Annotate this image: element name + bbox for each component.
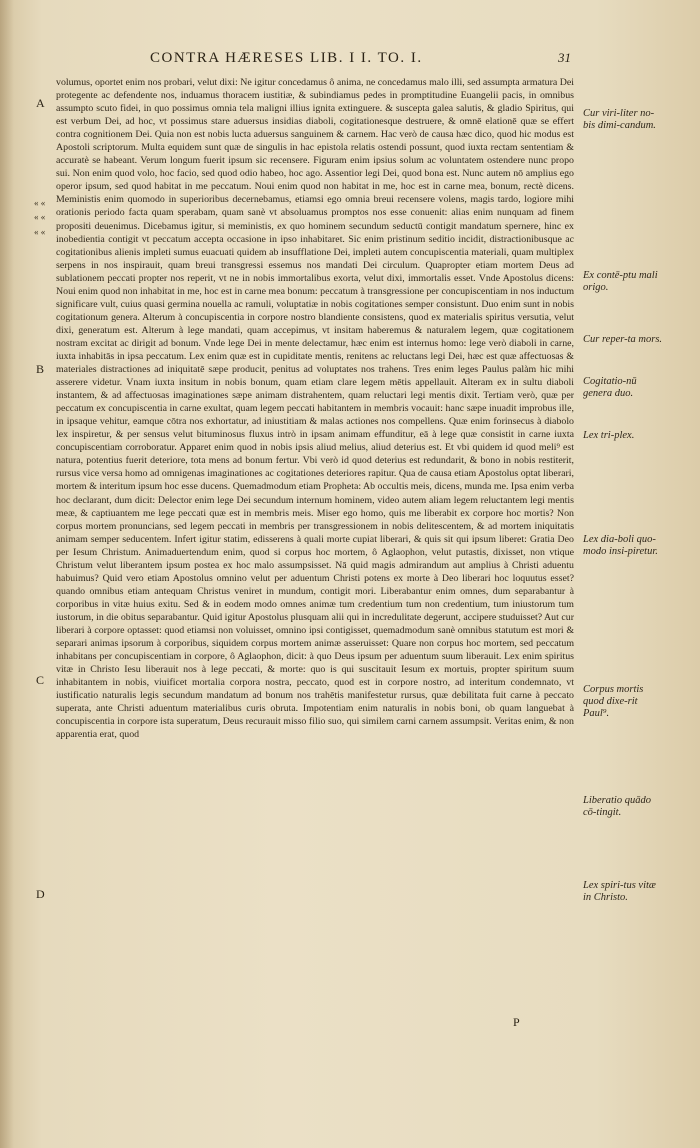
margin-note: Lex dia-boli quo-modo insi-piretur. [583, 534, 658, 557]
section-letter-a: A [36, 96, 45, 110]
margin-note: Cogitatio-nū genera duo. [583, 376, 637, 399]
page-header [0, 50, 700, 72]
margin-note: Cur viri-liter no-bis dimi-candum. [583, 108, 656, 131]
margin-note: Corpus mortis quod dixe-rit Paul⁹. [583, 684, 644, 719]
margin-note: Liberatio quādo cō-tingit. [583, 795, 651, 818]
folio-number: 31 [558, 50, 571, 65]
gutter-shadow [0, 0, 14, 1148]
running-head: CONTRA HÆRESES LIB. I I. TO. I. [150, 50, 423, 66]
quote-mark: « « [34, 212, 46, 222]
section-letter-c: C [36, 673, 45, 687]
margin-note: Cur reper-ta mors. [583, 334, 663, 345]
section-letter-d: D [36, 887, 45, 901]
margin-note: Lex tri-plex. [583, 430, 635, 441]
margin-note: Lex spiri-tus vitæ in Christo. [583, 880, 656, 903]
quote-mark: « « [34, 198, 46, 208]
margin-note: Ex contē-ptu mali origo. [583, 270, 658, 293]
main-text-column [56, 76, 574, 1066]
signature-mark: P [513, 1015, 520, 1029]
quote-mark: « « [34, 227, 46, 237]
body-paragraph: volumus, oportet enim nos probari, velut dixi: Ne igitur concedamus ô anima, ne concedamus malo illi, sed assumpta armatura Dei protegente ac defendente nos, induamus thoracem iustitiæ, & subindiamus pedes in promptitudine Euangelii pacis, in omnibus assumpto scuto fidei, in quo possimus omnia tela maligni illius ignita extinguere. & suscepta galea salutis, & gladio Spiritus, qui est verbum Dei, ad hoc, vt possimus stare aduersus insidias diaboli, cogitationesque destruere, & omnē elationē quæ se effert contra cognitionem Dei. Quia non est nobis lucta aduersus sanguinem & carnem. Hac verò de causa hæc dico, quod hic modus est Apostoli scriptorum. Multa equidem sunt quæ de singulis in hac epistola relatis ostendi possunt, quod iuxta rectam sententiam & accuratè se habeant. Verum longum fuerit ipsum sic recensere. Figuram enim ipsius solum ac voluntatem ostendere nunc propo sui. Non enim quod volo, hoc facio, sed quod odio habeo, hoc ago. Assentior legi Dei, quod bona est. Nunc autem nō amplius ego operor ipsum, sed quod habitat in me peccatum. Noui enim quod non habitat in me, hoc est in carne mea, bonum, rectè dicens. Meministis enim quomodo in superioribus decernebamus, etiamsi ego omnia breui recensere volens, magis tardo, logiore mihi orationis periodo facta quam sperabam, quam sanè vt absoluamus promptos nos esse conuenit: alias enim nunquam ad finem propositi deuenimus. Dicebamus igitur, si meministis, ex quo hominem secundum seductū contigit mandatum spernere, hinc ex inobedientia contigit vt peccatum accepta occasione in ipso inhabitaret. Sic enim pristinum seditio incidit, distractionibusque ac cogitationibus alienis impleti sumus euacuati quidem ab insufflatione Dei, impleti autem concupiscentia materiali, quam multiplex serpens in nos inspirauit, quam breui transgressi essemus nos mandati Dei circulum. Quapropter etiam mortem Deus ad sublationem peccati propter nos reperit, vt ne in nobis immortalibus exorta, velut dixi, immortalis esset. Vnde Apostolus dicens: Noui enim quod non inhabitat in me, hoc est in carne mea bonum: peccatum à transgressione per concupiscentiam in nos inductum significare vult, cuius quasi germina nouella ac ramuli, voluptatiæ in nobis cogitationes semper consistunt. Duo enim sunt in nobis cogitationum genera. Alterum à concupiscentia in corpore nostro blandiente consistens, quod ex materialis spiritus versutia, velut dixi, generatum est. Alterum à lege mandati, quam accepimus, vt insitam haberemus & naturalem legem, quæ cogitationem nostram excitat ac dirigit ad bonum. Vnde lege Dei in mente delectamur, hæc enim est internus homo: lege verò diaboli in carne, iuxta inhabitās in ipsa peccatum. Lex enim quæ est in cupiditate mentis, renitens ac reluctans legi Dei, hæc est quæ affectuosas & materiales distractiones ad iniquitatē sæpe producit, penitus ad voluptates nos trahens. Tres enim leges Paulus palàm hic mihi asserere videtur. Vnam iuxta insitum in nobis bonum, quam etiam clare legem mētis appellauit. Alteram ex in sultu diaboli instantem, & ad affectuosas imaginationes sæpe animam distrahentem, quam reluctari legi mentis dixit. Tertiam verò, quæ per peccatum ex concupiscentia in carne exultat, quam legem peccati habitantem in membris vocauit: hanc sæpe inuadit improbus ille, in ipsaque vehitur, eamque cōtra nos exhortatur, ad iniustitiam & malas actiones nos compellens. Quæ enim forinsecus à diabolo lex inspiretur, & per sensus velut bituminosus fluxus intrò in ipsam animam effunditur, eā à lege quæ consistit in carne iuxta concupiscentiam corroboratur. Apparet enim quod in nobis ipsis aliud melius, aliud deterius est. Et vbi quidem id quod meli⁹ est natura, potentius fuerit deteriore, tota mens ad bonum fertur. Vbi verò id quod deterius est redundarit, & bono in nobis restiterit, rursus vice versa homo ad omnigenas imaginationes ac cogitationes deteriores rapitur. Qua de causa etiam Apostolus optat liberari, mortem & interitum ipsum hoc esse ducens. Quemadmodum etiam Propheta: Ab occultis meis, dicens, munda me. Ipsa enim verba hoc declarant, dum dicit: Delector enim lege Dei secundum internum hominem, video autem aliam legem reluctantem legi mentis meæ, & captiuantem me lege peccati quæ est in membris meis. Miser ego homo, quis me liberabit ex corpore hoc mortis? Non corpus mortem pronuncians, sed legem peccati in membris per transgressionem in nobis delitescentem, & ad mortem iniquitatis animam semper seducentem. Infert igitur statim, edisserens à quali morte cupiat liberari, & quis sit qui ipsum liberet: Gratia Deo per Iesum Christum. Animaduertendum enim, quod si corpus hoc mortem, ô Aglaophon, velut putastis, dixisset, non vtique Christum velut liberantem ipsum postea ex hoc malo assumpsisset. Nā quid magis admirandum aut amplius à Christi aduentu habuimus? Quid vero etiam Apostolus omnino velut per aduentum Christi potens ex morte à Deo liberari hoc loquutus esset? quando omnibus etiam antequam Christus veniret in mundum, contigit mori. Liberabantur enim omnes, dum separabantur à corporibus in vitæ huius exitu. Sed & in eodem modo omnes animæ tum credentium tum non credentium, tum iniustorum tum iustorum, in die obitus separabantur. Quid igitur Apostolus plusquam alii qui in incredulitate degerunt, accipere studuisset? Aut cur liberari à corpore optasset: quod etiamsi non voluisset, omnino ipsi contigisset, quemadmodum sanè omnibus statutum est mori & separari animas ipsorum à corporibus, siquidem corpus mortem animæ asseruisset: Quare non corpus hoc mortem, sed peccatum inhabitans per concupiscentiam in corpore, ô Aglaophon, dicit: à quo Deus ipsum per aduentum suum liberauit. Lex enim spiritus vitæ in Christo Iesu liberauit nos à lege peccati, & morte: quo is qui suscitauit Iesum ex mortuis, propter spiritum suum inhabitantem in nobis, viuificet mortalia corpora nostra, peccato, quod est in corpore nostro, ad interitum condemnato, vt iustificatio naturalis legis secundum mandatum ad bonum nos trahētis manifestetur rursus, quæ debilitata fuit carne à peccato superata, ante Christi aduentum materialibus curis obruta. Impotentiam enim naturalis in nobis boni, ob quam languebat à concupiscentia in corpore ista superatum, Deus recurauit misso filio suo, qui similem carni carnem assumpsit. Veritas enim, & non apparentia erat, quod [56, 77, 574, 741]
section-letter-b: B [36, 362, 45, 376]
